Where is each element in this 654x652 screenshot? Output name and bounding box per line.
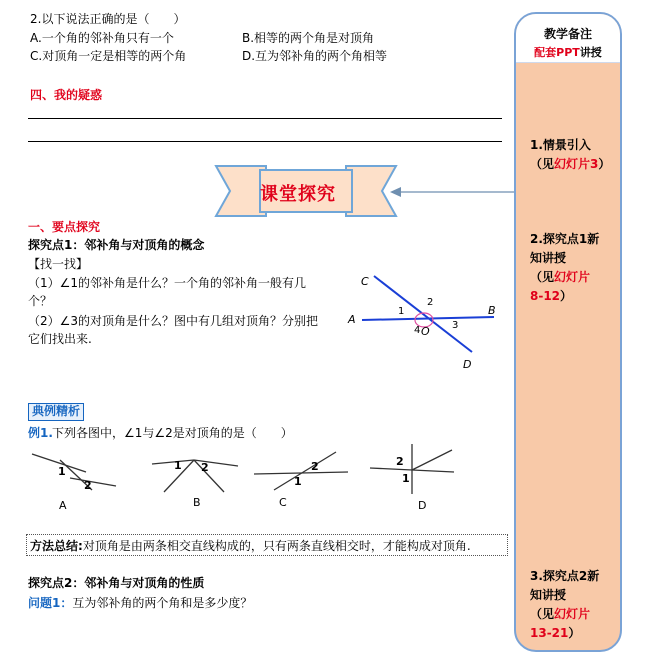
teaching-notes-header (516, 14, 620, 63)
subtitle-prefix: 配套 (534, 46, 557, 59)
figure-a (28, 448, 120, 496)
method-summary (30, 537, 471, 554)
fig-num-1: 1 (398, 306, 405, 317)
teaching-notes-title: 教学备注 (543, 27, 592, 41)
subtitle-ppt: PPT (556, 46, 580, 59)
point2-problem (28, 594, 252, 611)
method-summary-text: 对顶角是由两条相交直线构成的，只有两条直线相交时，才能构成对顶角. (82, 539, 471, 553)
option-a: A.一个角的邻补角只有一个 (30, 31, 174, 45)
fig-c-letter: C (279, 496, 287, 509)
fig-label-b: B (488, 304, 496, 317)
fig-num-3: 3 (452, 320, 459, 331)
note3-line4: 13-21） (530, 626, 581, 640)
fig-label-d: D (463, 358, 472, 371)
question-stem: 2.以下说法正确的是（ ） (30, 12, 186, 26)
fig-b-letter: B (193, 496, 201, 509)
fig-b-num-1: 1 (174, 459, 182, 472)
fig-d-num-2: 2 (396, 455, 404, 468)
option-d: D.互为邻补角的两个角相等 (242, 49, 388, 63)
section-title-key-points: 一、要点探究 (28, 220, 101, 234)
point1-title: 探究点1：邻补角与对顶角的概念 (28, 238, 205, 252)
example-text: 下列各图中，∠1与∠2是对顶角的是（ ） (52, 426, 293, 440)
answer-line-2 (28, 141, 502, 142)
find-label: 【找一找】 (28, 257, 89, 271)
note1-line2: （见幻灯片3） (530, 157, 611, 171)
note3-line2: 知讲授 (530, 588, 567, 602)
note-intro (530, 136, 620, 174)
fig-a-letter: A (59, 499, 67, 512)
note2-line4: 8-12） (530, 289, 573, 303)
note-point2 (530, 567, 620, 643)
note1-line1: 1.情景引入 (530, 138, 591, 152)
fig-b-num-2: 2 (201, 461, 209, 474)
note2-line1: 2.探究点1新 (530, 232, 600, 246)
fig-d-num-1: 1 (402, 472, 410, 485)
figure-c (252, 450, 352, 494)
problem-label: 问题1： (28, 596, 73, 610)
q2-line1: （2）∠3的对顶角是什么？图中有几组对顶角？分别把 (28, 314, 319, 328)
fig-c-num-2: 2 (311, 460, 319, 473)
point2-title: 探究点2：邻补角与对顶角的性质 (28, 576, 205, 590)
fig-label-c: C (361, 275, 369, 288)
note-point1 (530, 230, 620, 306)
fig-num-4: 4 (414, 325, 421, 336)
example-badge: 典例精析 (28, 403, 84, 421)
problem-text: 互为邻补角的两个角和是多少度？ (72, 596, 253, 610)
q1-line2: 个？ (28, 294, 53, 308)
q1-line1: （1）∠1的邻补角是什么？一个角的邻补角一般有几 (28, 276, 307, 290)
fig-label-o: O (421, 325, 430, 338)
fig-a-num-2: 2 (84, 479, 92, 492)
figure-b (150, 456, 242, 496)
fig-d-letter: D (418, 499, 427, 512)
note3-line1: 3.探究点2新 (530, 569, 600, 583)
note2-line3: （见幻灯片 (530, 270, 591, 284)
option-c: C.对顶角一定是相等的两个角 (30, 49, 187, 63)
fig-num-2: 2 (427, 297, 434, 308)
example-label: 例1. (28, 426, 53, 440)
fig-c-num-1: 1 (294, 475, 302, 488)
method-summary-label: 方法总结: (30, 539, 83, 553)
teaching-notes-subtitle (516, 44, 620, 60)
note2-line2: 知讲授 (530, 251, 567, 265)
note3-line3: （见幻灯片 (530, 607, 591, 621)
fig-a-num-1: 1 (58, 465, 66, 478)
teaching-notes-panel (514, 12, 622, 652)
fig-label-a: A (348, 313, 356, 326)
pointer-arrow (390, 185, 516, 199)
subtitle-suffix: 讲授 (579, 46, 602, 59)
option-b: B.相等的两个角是对顶角 (242, 31, 375, 45)
intersecting-lines-figure (348, 270, 508, 370)
section-title-doubts: 四、我的疑惑 (30, 88, 103, 102)
q2-line2: 它们找出来. (28, 332, 92, 346)
figure-d (368, 442, 458, 496)
banner-title: 课堂探究 (260, 184, 336, 205)
answer-line-1 (28, 118, 502, 119)
